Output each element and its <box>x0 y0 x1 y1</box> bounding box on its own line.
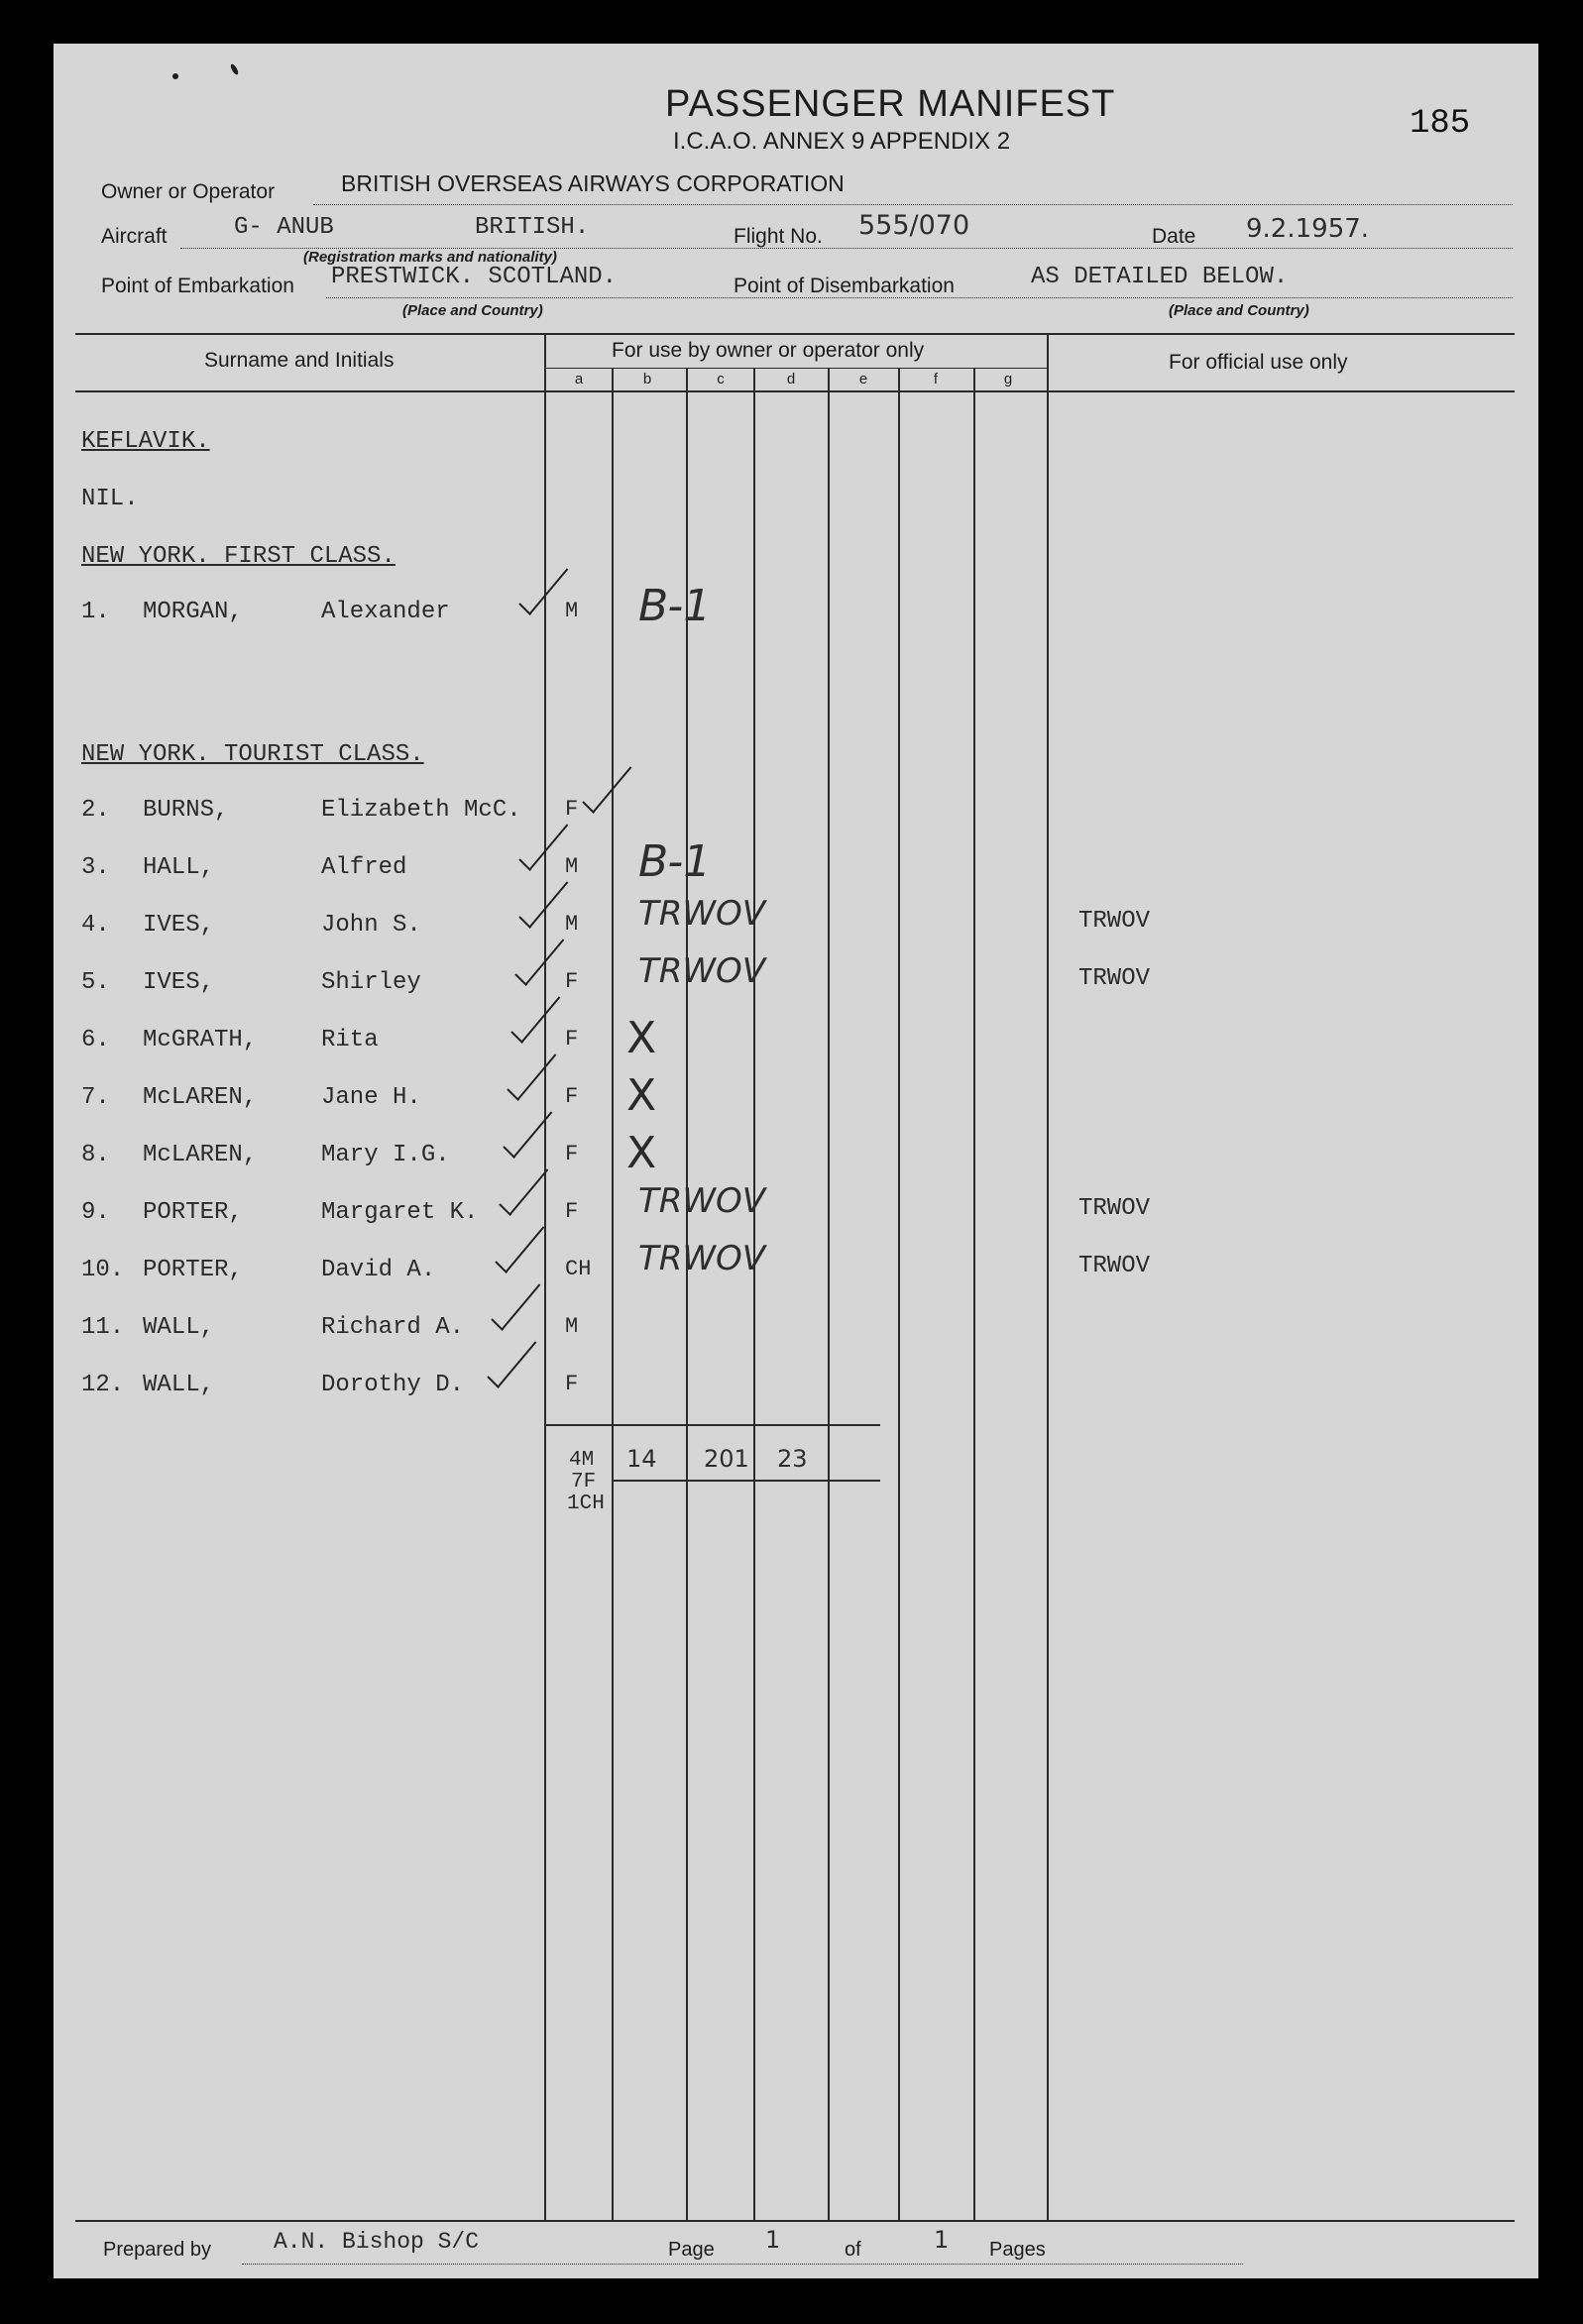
passenger-number: 3. <box>81 854 110 881</box>
disembarkation-value: AS DETAILED BELOW. <box>1031 264 1289 290</box>
section-first-class: NEW YORK. FIRST CLASS. <box>81 543 396 570</box>
disembarkation-label: Point of Disembarkation <box>734 275 955 297</box>
section-keflavik: KEFLAVIK. <box>81 428 210 455</box>
subcolumn-b: b <box>642 371 652 387</box>
passenger-surname: McGRATH, <box>143 1027 258 1053</box>
passenger-given-names: Alfred <box>321 854 407 881</box>
total-b: 14 <box>626 1445 657 1473</box>
totals-bottom-rule <box>613 1480 880 1482</box>
total-d: 23 <box>777 1445 808 1473</box>
section-tourist-class: NEW YORK. TOURIST CLASS. <box>81 741 424 768</box>
speck <box>172 73 178 79</box>
passenger-sex: M <box>565 854 579 879</box>
totals-top-rule <box>545 1424 880 1426</box>
passenger-mark: X <box>626 1070 657 1121</box>
speck <box>229 63 239 76</box>
passenger-number: 10. <box>81 1257 125 1283</box>
passenger-given-names: Margaret K. <box>321 1199 479 1226</box>
owner-label: Owner or Operator <box>101 180 276 203</box>
passenger-mark: B-1 <box>638 581 712 631</box>
of-value: 1 <box>934 2226 950 2254</box>
dotted-line <box>242 2264 1243 2266</box>
passenger-given-names: John S. <box>321 912 421 939</box>
passenger-surname: McLAREN, <box>143 1142 258 1168</box>
total-males: 4M <box>569 1449 595 1472</box>
passenger-surname: MORGAN, <box>143 599 243 625</box>
table-top-rule <box>75 333 1515 335</box>
aircraft-nationality: BRITISH. <box>475 214 590 241</box>
section-nil: NIL. <box>81 486 139 512</box>
passenger-number: 4. <box>81 912 110 939</box>
flight-value: 555/070 <box>858 210 970 241</box>
page-label: Page <box>668 2239 715 2261</box>
disembarkation-note: (Place and Country) <box>1169 302 1309 319</box>
column-divider <box>898 368 900 2221</box>
passenger-official-note: TRWOV <box>1078 965 1151 992</box>
date-value: 9.2.1957. <box>1246 214 1370 244</box>
passenger-number: 8. <box>81 1142 110 1168</box>
surname-column-header: Surname and Initials <box>204 349 395 372</box>
passenger-mark: TRWOV <box>638 951 766 991</box>
passenger-number: 7. <box>81 1084 110 1111</box>
passenger-sex: F <box>565 1084 579 1109</box>
column-divider <box>1047 333 1049 2221</box>
owner-value: BRITISH OVERSEAS AIRWAYS CORPORATION <box>341 170 845 196</box>
passenger-sex: M <box>565 1314 579 1339</box>
passenger-sex: CH <box>565 1257 592 1281</box>
passenger-number: 1. <box>81 599 110 625</box>
table-header-rule <box>75 390 1515 392</box>
of-label: of <box>845 2239 861 2261</box>
flight-label: Flight No. <box>734 225 823 248</box>
page-subtitle: I.C.A.O. ANNEX 9 APPENDIX 2 <box>673 128 1011 155</box>
passenger-given-names: Dorothy D. <box>321 1372 465 1398</box>
passenger-official-note: TRWOV <box>1078 1195 1151 1222</box>
column-divider <box>686 368 688 2221</box>
passenger-mark: X <box>626 1013 657 1063</box>
subheader-rule <box>544 368 1048 369</box>
passenger-given-names: Shirley <box>321 969 421 996</box>
passenger-sex: M <box>565 599 579 623</box>
passenger-number: 5. <box>81 969 110 996</box>
passenger-sex: M <box>565 912 579 937</box>
subcolumn-e: e <box>858 371 868 387</box>
passenger-sex: F <box>565 969 579 994</box>
prepared-by-label: Prepared by <box>103 2239 211 2261</box>
passenger-surname: PORTER, <box>143 1199 243 1226</box>
subcolumn-f: f <box>933 371 939 387</box>
date-label: Date <box>1152 225 1196 248</box>
passenger-sex: F <box>565 1027 579 1051</box>
manifest-sheet <box>54 44 1538 2278</box>
column-divider <box>973 368 975 2221</box>
table-bottom-rule <box>75 2220 1515 2222</box>
column-divider <box>828 368 830 2221</box>
passenger-surname: HALL, <box>143 854 215 881</box>
passenger-surname: IVES, <box>143 969 215 996</box>
passenger-number: 11. <box>81 1314 125 1341</box>
page-number: 185 <box>1410 105 1471 143</box>
passenger-surname: IVES, <box>143 912 215 939</box>
passenger-mark: X <box>626 1128 657 1178</box>
passenger-sex: F <box>565 1199 579 1224</box>
passenger-given-names: Rita <box>321 1027 379 1053</box>
subcolumn-a: a <box>574 371 584 387</box>
passenger-surname: WALL, <box>143 1372 215 1398</box>
passenger-number: 9. <box>81 1199 110 1226</box>
passenger-official-note: TRWOV <box>1078 908 1151 935</box>
passenger-number: 2. <box>81 797 110 824</box>
passenger-mark: TRWOV <box>638 1239 766 1278</box>
page-value: 1 <box>765 2226 781 2254</box>
subcolumn-g: g <box>1003 371 1013 387</box>
total-c: 201 <box>704 1445 749 1473</box>
passenger-surname: McLAREN, <box>143 1084 258 1111</box>
page-title: PASSENGER MANIFEST <box>665 83 1116 125</box>
total-children: 1CH <box>567 1493 605 1515</box>
column-divider <box>612 368 614 2221</box>
passenger-mark: B-1 <box>638 836 712 887</box>
passenger-given-names: Alexander <box>321 599 450 625</box>
passenger-sex: F <box>565 797 579 822</box>
dotted-line <box>313 204 1513 206</box>
embarkation-value: PRESTWICK. SCOTLAND. <box>331 264 618 290</box>
aircraft-note: (Registration marks and nationality) <box>303 249 557 266</box>
column-divider <box>753 368 755 2221</box>
passenger-number: 6. <box>81 1027 110 1053</box>
subcolumn-c: c <box>717 371 725 387</box>
aircraft-registration: G- ANUB <box>234 214 334 241</box>
passenger-given-names: Richard A. <box>321 1314 465 1341</box>
column-divider <box>544 333 546 2221</box>
passenger-number: 12. <box>81 1372 125 1398</box>
passenger-given-names: Elizabeth McC. <box>321 797 521 824</box>
embarkation-label: Point of Embarkation <box>101 275 294 297</box>
pages-label: Pages <box>989 2239 1046 2261</box>
passenger-given-names: Jane H. <box>321 1084 421 1111</box>
passenger-official-note: TRWOV <box>1078 1253 1151 1279</box>
passenger-mark: TRWOV <box>638 1181 766 1221</box>
prepared-by-value: A.N. Bishop S/C <box>274 2229 480 2255</box>
passenger-mark: TRWOV <box>638 894 766 934</box>
passenger-surname: PORTER, <box>143 1257 243 1283</box>
passenger-surname: WALL, <box>143 1314 215 1341</box>
passenger-given-names: Mary I.G. <box>321 1142 450 1168</box>
owner-use-column-header: For use by owner or operator only <box>612 339 925 362</box>
passenger-sex: F <box>565 1372 579 1396</box>
total-females: 7F <box>571 1471 597 1494</box>
subcolumn-d: d <box>786 371 796 387</box>
passenger-given-names: David A. <box>321 1257 436 1283</box>
passenger-sex: F <box>565 1142 579 1166</box>
passenger-surname: BURNS, <box>143 797 229 824</box>
embarkation-note: (Place and Country) <box>402 302 543 319</box>
official-use-column-header: For official use only <box>1169 351 1348 374</box>
aircraft-label: Aircraft <box>101 225 168 248</box>
